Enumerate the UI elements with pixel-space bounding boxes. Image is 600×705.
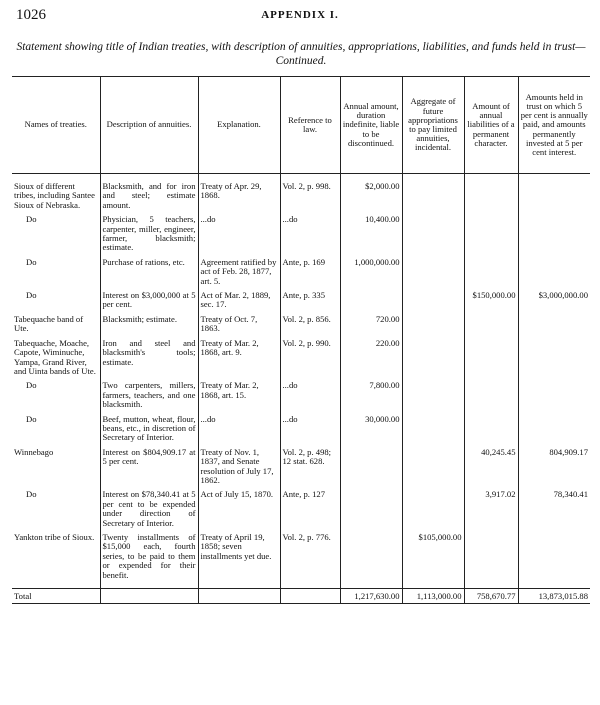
annual-amount-cell bbox=[340, 291, 402, 310]
header-annual: Annual amount, duration indefinite, liable to be discontinued. bbox=[340, 77, 402, 174]
trust-amount-cell: $3,000,000.00 bbox=[518, 291, 590, 310]
header-permanent: Amount of annual liabilities of a permanent character. bbox=[464, 77, 518, 174]
reference-cell: ...do bbox=[280, 215, 340, 253]
annual-amount-cell: 720.00 bbox=[340, 315, 402, 334]
description-cell: Two carpenters, millers, farmers, teachers, and one blacksmith. bbox=[100, 381, 198, 409]
treaty-name-cell: Do bbox=[26, 215, 37, 225]
trust-amount-cell bbox=[518, 182, 590, 210]
permanent-liability-cell: $150,000.00 bbox=[464, 291, 518, 310]
aggregate-cell bbox=[402, 448, 464, 486]
treaty-table bbox=[12, 76, 590, 604]
treaty-name-cell: Do bbox=[26, 490, 37, 500]
trust-amount-cell bbox=[518, 258, 590, 286]
total-row bbox=[12, 589, 590, 604]
table-row bbox=[12, 291, 590, 310]
total-trust: 13,873,015.88 bbox=[518, 589, 590, 604]
explanation-cell: Treaty of Apr. 29, 1868. bbox=[198, 182, 280, 210]
permanent-liability-cell bbox=[464, 339, 518, 377]
aggregate-cell bbox=[402, 258, 464, 286]
explanation-cell: Agreement ratified by act of Feb. 28, 1877, art. 5. bbox=[198, 258, 280, 286]
table-row bbox=[12, 415, 590, 443]
table-row bbox=[12, 315, 590, 334]
table-row bbox=[12, 182, 590, 210]
table-row bbox=[12, 339, 590, 377]
permanent-liability-cell bbox=[464, 381, 518, 409]
header-description: Description of annuities. bbox=[100, 77, 198, 174]
description-cell: Blacksmith, and for iron and steel; estimate amount. bbox=[100, 182, 198, 210]
reference-cell: ...do bbox=[280, 381, 340, 409]
annual-amount-cell bbox=[340, 490, 402, 528]
permanent-liability-cell bbox=[464, 315, 518, 334]
annual-amount-cell: 7,800.00 bbox=[340, 381, 402, 409]
description-cell: Interest on $804,909.17 at 5 per cent. bbox=[100, 448, 198, 486]
description-cell: Iron and steel and blacksmith's tools; estimate. bbox=[100, 339, 198, 377]
permanent-liability-cell bbox=[464, 258, 518, 286]
aggregate-cell bbox=[402, 291, 464, 310]
table-row bbox=[12, 258, 590, 286]
annual-amount-cell: $2,000.00 bbox=[340, 182, 402, 210]
annual-amount-cell: 30,000.00 bbox=[340, 415, 402, 443]
table-row bbox=[12, 215, 590, 253]
page-number: 1026 bbox=[16, 7, 46, 23]
trust-amount-cell bbox=[518, 215, 590, 253]
empty-cell bbox=[280, 589, 340, 604]
treaty-name-cell: Do bbox=[26, 291, 37, 301]
treaty-name-cell: Tabequache band of Ute. bbox=[14, 314, 84, 334]
reference-cell: Vol. 2, p. 498; 12 stat. 628. bbox=[280, 448, 340, 486]
explanation-cell: Treaty of Mar. 2, 1868, art. 15. bbox=[198, 381, 280, 409]
aggregate-cell bbox=[402, 315, 464, 334]
explanation-cell: Treaty of Nov. 1, 1837, and Senate resolution of July 17, 1862. bbox=[198, 448, 280, 486]
treaty-name-cell: Yankton tribe of Sioux. bbox=[14, 533, 95, 542]
trust-amount-cell bbox=[518, 381, 590, 409]
explanation-cell: ...do bbox=[198, 215, 280, 253]
explanation-cell: Act of Mar. 2, 1889, sec. 17. bbox=[198, 291, 280, 310]
description-cell: Interest on $78,340.41 at 5 per cent to be expended under direction of Secretary of Interior. bbox=[100, 490, 198, 528]
aggregate-cell bbox=[402, 381, 464, 409]
explanation-cell: Act of July 15, 1870. bbox=[198, 490, 280, 528]
trust-amount-cell: 78,340.41 bbox=[518, 490, 590, 528]
header-explanation: Explanation. bbox=[198, 77, 280, 174]
trust-amount-cell bbox=[518, 339, 590, 377]
permanent-liability-cell bbox=[464, 182, 518, 210]
treaty-name-cell: Do bbox=[26, 381, 37, 391]
reference-cell: Vol. 2, p. 776. bbox=[280, 533, 340, 580]
empty-cell bbox=[198, 589, 280, 604]
aggregate-cell bbox=[402, 182, 464, 210]
description-cell: Physician, 5 teachers, carpenter, miller, engineer, farmer, blacksmith; estimate. bbox=[100, 215, 198, 253]
annual-amount-cell: 10,400.00 bbox=[340, 215, 402, 253]
reference-cell: Vol. 2, p. 998. bbox=[280, 182, 340, 210]
annual-amount-cell bbox=[340, 533, 402, 580]
total-label: Total bbox=[12, 589, 100, 604]
table-caption: Statement showing title of Indian treaties, with description of annuities, appropriations, liabilities, and funds held in trust—Continued. bbox=[16, 41, 586, 67]
reference-cell: Ante, p. 127 bbox=[280, 490, 340, 528]
header-names: Names of treaties. bbox=[12, 77, 100, 174]
annual-amount-cell: 220.00 bbox=[340, 339, 402, 377]
description-cell: Blacksmith; estimate. bbox=[100, 315, 198, 334]
reference-cell: Vol. 2, p. 990. bbox=[280, 339, 340, 377]
description-cell: Interest on $3,000,000 at 5 per cent. bbox=[100, 291, 198, 310]
treaty-name-cell: Tabequache, Moache, Capote, Wiminuche, Yampa, Grand River, and Uinta bands of Ute. bbox=[14, 338, 96, 376]
aggregate-cell bbox=[402, 415, 464, 443]
total-permanent: 758,670.77 bbox=[464, 589, 518, 604]
running-head: APPENDIX I. bbox=[261, 9, 339, 21]
table-row bbox=[12, 381, 590, 409]
aggregate-cell bbox=[402, 215, 464, 253]
reference-cell: Ante, p. 169 bbox=[280, 258, 340, 286]
explanation-cell: ...do bbox=[198, 415, 280, 443]
explanation-cell: Treaty of April 19, 1858; seven installments yet due. bbox=[198, 533, 280, 580]
table-header bbox=[12, 77, 590, 174]
aggregate-cell bbox=[402, 490, 464, 528]
table-row bbox=[12, 533, 590, 580]
aggregate-cell bbox=[402, 339, 464, 377]
empty-cell bbox=[100, 589, 198, 604]
treaty-name-cell: Do bbox=[26, 414, 37, 424]
description-cell: Beef, mutton, wheat, flour, beans, etc., in discretion of Secretary of Interior. bbox=[100, 415, 198, 443]
description-cell: Twenty installments of $15,000 each, fourth series, to be paid to them or expended for their benefit. bbox=[100, 533, 198, 580]
trust-amount-cell bbox=[518, 533, 590, 580]
aggregate-cell: $105,000.00 bbox=[402, 533, 464, 580]
treaty-name-cell: Sioux of different tribes, including Santee Sioux of Nebraska. bbox=[14, 182, 95, 210]
treaty-name-cell: Winnebago bbox=[14, 447, 54, 457]
reference-cell: Ante, p. 335 bbox=[280, 291, 340, 310]
table-row bbox=[12, 490, 590, 528]
trust-amount-cell: 804,909.17 bbox=[518, 448, 590, 486]
trust-amount-cell bbox=[518, 415, 590, 443]
table-row bbox=[12, 448, 590, 486]
permanent-liability-cell: 3,917.02 bbox=[464, 490, 518, 528]
header-reference: Reference to law. bbox=[280, 77, 340, 174]
description-cell: Purchase of rations, etc. bbox=[100, 258, 198, 286]
table-body bbox=[12, 174, 590, 604]
annual-amount-cell: 1,000,000.00 bbox=[340, 258, 402, 286]
annual-amount-cell bbox=[340, 448, 402, 486]
permanent-liability-cell bbox=[464, 533, 518, 580]
total-aggregate: 1,113,000.00 bbox=[402, 589, 464, 604]
header-aggregate: Aggregate of future appropriations to pay limited annuities, incidental. bbox=[402, 77, 464, 174]
permanent-liability-cell: 40,245.45 bbox=[464, 448, 518, 486]
explanation-cell: Treaty of Mar. 2, 1868, art. 9. bbox=[198, 339, 280, 377]
permanent-liability-cell bbox=[464, 415, 518, 443]
header-trust: Amounts held in trust on which 5 per cent is annually paid, and amounts permanently invested at 5 per cent interest. bbox=[518, 77, 590, 174]
reference-cell: Vol. 2, p. 856. bbox=[280, 315, 340, 334]
treaty-name-cell: Do bbox=[26, 257, 37, 267]
total-annual: 1,217,630.00 bbox=[340, 589, 402, 604]
trust-amount-cell bbox=[518, 315, 590, 334]
reference-cell: ...do bbox=[280, 415, 340, 443]
permanent-liability-cell bbox=[464, 215, 518, 253]
explanation-cell: Treaty of Oct. 7, 1863. bbox=[198, 315, 280, 334]
